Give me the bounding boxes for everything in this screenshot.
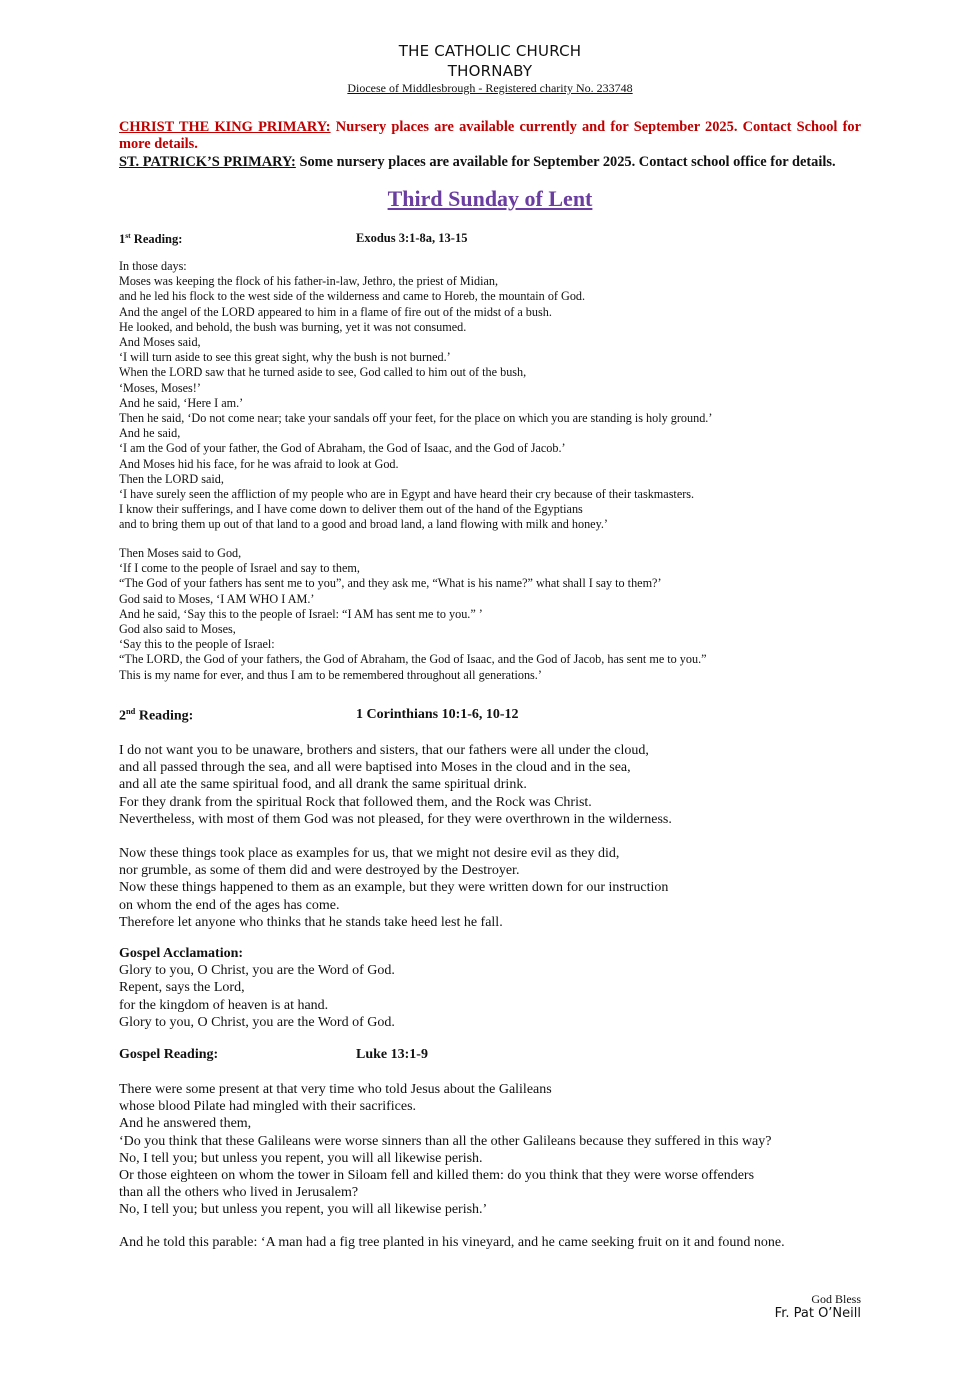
notice-label: CHRIST THE KING PRIMARY: <box>119 119 331 135</box>
reading1-label-num: 1 <box>119 232 126 247</box>
parish-name: THORNABY <box>447 62 533 80</box>
text-line: Glory to you, O Christ, you are the Word of God. <box>119 963 395 979</box>
reading1-label-sup: st <box>125 231 131 240</box>
text-line: and to bring them up out of that land to a good and broad land, a land flowing with milk and honey.’ <box>119 517 608 532</box>
gospel-paragraph-1 <box>119 1081 879 1219</box>
page-title: Third Sunday of Lent <box>387 186 593 211</box>
text-line: and he led his flock to the west side of the wilderness and came to Horeb, the mountain of God. <box>119 289 586 304</box>
text-line: nor grumble, as some of them did and were destroyed by the Destroyer. <box>119 863 520 879</box>
text-line: And he said, ‘Say this to the people of Israel: “I AM has sent me to you.” ’ <box>119 606 483 621</box>
notice-text: Some nursery places are available for September 2025. Contact school office for details. <box>295 154 836 170</box>
reading2-paragraph-2 <box>119 845 879 931</box>
text-line: Then the LORD said, <box>119 471 224 486</box>
text-line: ‘Do you think that these Galileans were worse sinners than all the other Galileans because they suffered in this way? <box>119 1133 772 1149</box>
text-line: Moses was keeping the flock of his father-in-law, Jethro, the priest of Midian, <box>119 274 499 289</box>
blessing: God Bless <box>811 1292 861 1306</box>
notice-christ-the-king <box>119 119 861 153</box>
notice-text: Nursery places are available currently and for September 2025. Contact School for more details. <box>119 119 861 152</box>
text-line: I do not want you to be unaware, brothers and sisters, that our fathers were all under the cloud, <box>119 743 649 758</box>
notice-label: ST. PATRICK’S PRIMARY: <box>119 154 296 170</box>
text-line: And Moses hid his face, for he was afraid to look at God. <box>119 456 399 471</box>
text-line: ‘I am the God of your father, the God of Abraham, the God of Isaac, and the God of Jacob.’ <box>119 441 566 456</box>
text-line: For they drank from the spiritual Rock that followed them, and the Rock was Christ. <box>119 794 592 810</box>
text-line: ‘I will turn aside to see this great sight, why the bush is not burned.’ <box>119 350 451 365</box>
gospel-acclamation <box>119 945 879 1031</box>
reading2-label-sup: nd <box>126 707 136 716</box>
gospel-paragraph-2 <box>119 1234 879 1251</box>
text-line: ‘I have surely seen the affliction of my people who are in Egypt and have heard their cry because of their taskmasters. <box>119 487 695 502</box>
text-line: and all passed through the sea, and all were baptised into Moses in the cloud and in the sea, <box>119 760 631 776</box>
reading2-label <box>119 707 193 725</box>
text-line: No, I tell you; but unless you repent, you will all likewise perish. <box>119 1150 483 1166</box>
reading1-label <box>119 231 182 247</box>
text-line: “The LORD, the God of your fathers, the God of Abraham, the God of Isaac, and the God of Jacob, has sent me to you.” <box>119 652 707 667</box>
text-line: Now these things took place as examples for us, that we might not desire evil as they did, <box>119 846 620 861</box>
text-line: And he answered them, <box>119 1116 252 1132</box>
text-line: And he said, <box>119 426 181 441</box>
acclamation-heading: Gospel Acclamation: <box>119 946 244 961</box>
text-line: And he said, ‘Here I am.’ <box>119 395 244 410</box>
reading2-label-rest: Reading: <box>135 708 194 724</box>
reading2-paragraph-1 <box>119 742 879 828</box>
text-line: In those days: <box>119 259 187 273</box>
text-line: ‘Say this to the people of Israel: <box>119 637 275 652</box>
text-line: This is my name for ever, and thus I am to be remembered throughout all generations.’ <box>119 667 542 682</box>
text-line: Repent, says the Lord, <box>119 980 245 996</box>
text-line: Now these things happened to them as an example, but they were written down for our instruction <box>119 880 669 896</box>
text-line: Nevertheless, with most of them God was not pleased, for they were overthrown in the wilderness. <box>119 811 672 827</box>
gospel-label: Gospel Reading: <box>119 1047 219 1062</box>
text-line: God said to Moses, ‘I AM WHO I AM.’ <box>119 591 315 606</box>
text-line: Glory to you, O Christ, you are the Word of God. <box>119 1014 395 1030</box>
text-line: whose blood Pilate had mingled with their sacrifices. <box>119 1099 417 1115</box>
text-line: on whom the end of the ages has come. <box>119 897 340 913</box>
text-line: Or those eighteen on whom the tower in Siloam fell and killed them: do you think that they were worse offenders <box>119 1168 755 1184</box>
text-line: He looked, and behold, the bush was burning, yet it was not consumed. <box>119 319 467 334</box>
signature: Fr. Pat O’Neill <box>774 1306 861 1321</box>
reading1-label-rest: Reading: <box>130 232 183 247</box>
text-line: and all ate the same spiritual food, and all drank the same spiritual drink. <box>119 777 527 793</box>
text-line: “The God of your fathers has sent me to you”, and they ask me, “What is his name?” what shall I say to them?’ <box>119 576 662 591</box>
reading1-paragraph-1 <box>119 259 879 533</box>
notice-st-patricks <box>119 154 861 171</box>
text-line: Therefore let anyone who thinks that he stands take heed lest he fall. <box>119 914 503 930</box>
text-line: There were some present at that very time who told Jesus about the Galileans <box>119 1082 552 1097</box>
reading2-reference: 1 Corinthians 10:1-6, 10-12 <box>356 707 519 722</box>
text-line: ‘Moses, Moses!’ <box>119 380 201 395</box>
text-line: No, I tell you; but unless you repent, you will all likewise perish.’ <box>119 1202 488 1218</box>
text-line: When the LORD saw that he turned aside to see, God called to him out of the bush, <box>119 365 527 380</box>
text-line: than all the others who lived in Jerusalem? <box>119 1185 359 1201</box>
text-line: God also said to Moses, <box>119 622 236 637</box>
text-line: And he told this parable: ‘A man had a fig tree planted in his vineyard, and he came seeking fruit on it and found none. <box>119 1235 785 1250</box>
reading1-reference: Exodus 3:1-8a, 13-15 <box>356 231 468 245</box>
church-name: THE CATHOLIC CHURCH <box>398 42 582 60</box>
reading2-label-num: 2 <box>119 708 126 724</box>
gospel-reference: Luke 13:1-9 <box>356 1047 428 1062</box>
text-line: Then he said, ‘Do not come near; take your sandals off your feet, for the place on which you are standing is holy ground.’ <box>119 411 713 426</box>
text-line: I know their sufferings, and I have come down to deliver them out of the hand of the Egyptians <box>119 502 583 517</box>
diocese-line: Diocese of Middlesbrough - Registered charity No. 233748 <box>347 81 633 95</box>
reading1-paragraph-2 <box>119 546 879 683</box>
text-line: And Moses said, <box>119 335 201 350</box>
text-line: And the angel of the LORD appeared to him in a flame of fire out of the midst of a bush. <box>119 304 552 319</box>
text-line: for the kingdom of heaven is at hand. <box>119 997 329 1013</box>
text-line: Then Moses said to God, <box>119 546 242 560</box>
text-line: ‘If I come to the people of Israel and say to them, <box>119 561 360 576</box>
